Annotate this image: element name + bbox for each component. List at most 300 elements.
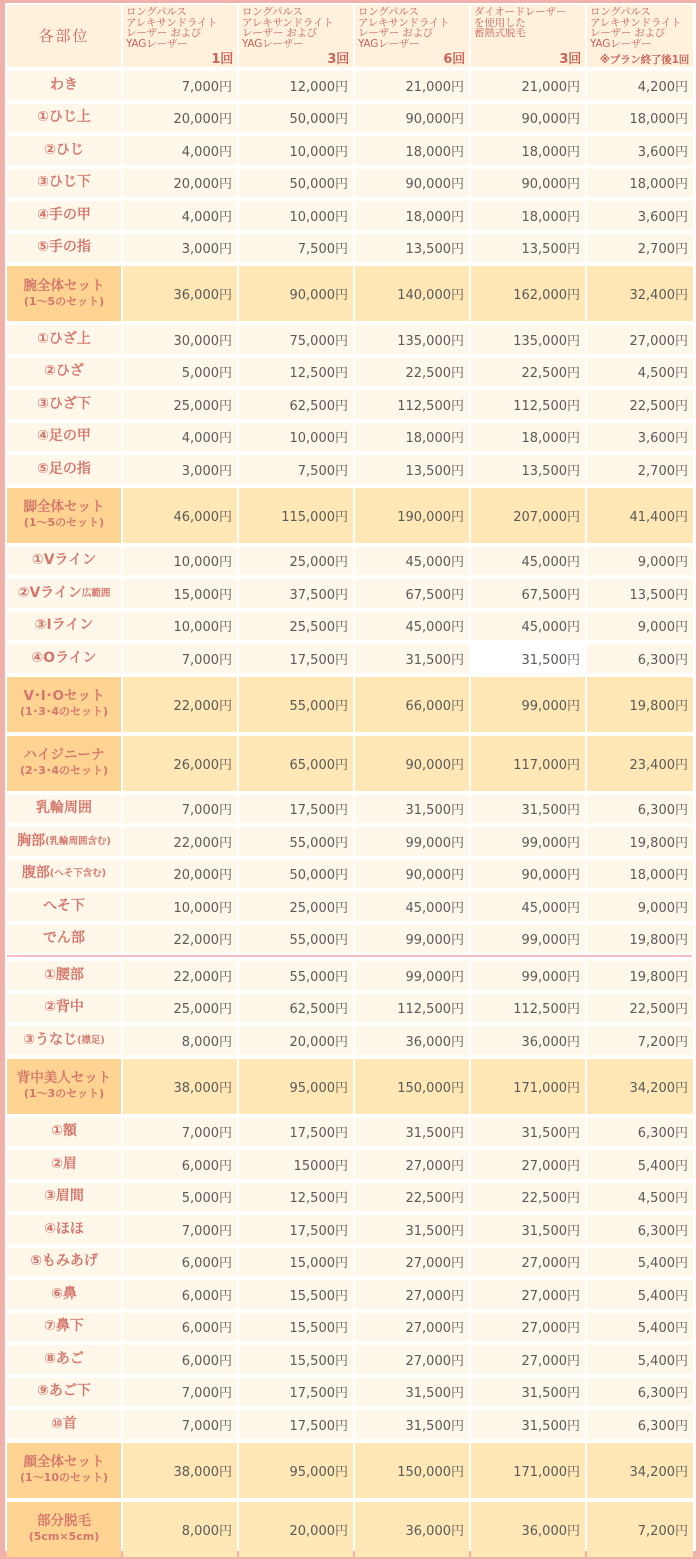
price-cell: 99,000円 <box>355 961 469 990</box>
price-cell: 112,500円 <box>355 390 469 419</box>
body-part-label: わき <box>50 76 78 93</box>
price-cell: 19,800円 <box>587 677 693 732</box>
price-cell: 45,000円 <box>471 892 585 921</box>
price-cell: 31,500円 <box>471 1118 585 1147</box>
price-cell: 5,400円 <box>587 1150 693 1179</box>
price-cell: 38,000円 <box>123 1443 237 1498</box>
price-cell: 6,300円 <box>587 1118 693 1147</box>
body-part-label: ⑤足の指 <box>37 460 91 477</box>
price-cell: 22,500円 <box>471 1183 585 1212</box>
price-cell: 22,500円 <box>587 390 693 419</box>
price-cell: 30,000円 <box>123 325 237 354</box>
price-cell: 62,500円 <box>239 390 353 419</box>
body-part-label: ⑨あご下 <box>37 1383 91 1400</box>
price-cell: 6,300円 <box>587 1378 693 1407</box>
body-part-label: ②眉 <box>51 1155 77 1172</box>
price-cell: 36,000円 <box>355 1026 469 1055</box>
price-cell: 27,000円 <box>355 1150 469 1179</box>
price-cell: 34,200円 <box>587 1443 693 1498</box>
price-cell: 22,000円 <box>123 827 237 856</box>
set-description: (1〜5のセット) <box>23 294 105 308</box>
body-part-note: (へそ下含む) <box>49 868 107 880</box>
price-cell: 17,500円 <box>239 1118 353 1147</box>
table-row <box>5 264 696 323</box>
row-body-part <box>7 795 121 824</box>
price-cell: 27,000円 <box>355 1313 469 1342</box>
price-cell: 17,500円 <box>239 644 353 673</box>
row-body-part <box>7 1215 121 1244</box>
price-cell: 66,000円 <box>355 677 469 732</box>
table-row <box>5 959 696 992</box>
price-cell: 36,000円 <box>355 1502 469 1557</box>
price-cell: 18,000円 <box>587 169 693 198</box>
row-body-part <box>7 925 121 954</box>
table-body <box>5 69 696 1559</box>
price-cell: 45,000円 <box>471 547 585 576</box>
price-cell: 90,000円 <box>471 860 585 889</box>
price-cell: 10,000円 <box>123 892 237 921</box>
price-cell: 140,000円 <box>355 266 469 321</box>
row-body-part <box>7 1502 121 1557</box>
table-row <box>5 1311 696 1344</box>
body-part-label: 部分脱毛 <box>37 1513 91 1529</box>
price-cell: 6,000円 <box>123 1313 237 1342</box>
row-body-part <box>7 488 121 543</box>
price-cell: 99,000円 <box>471 961 585 990</box>
price-cell: 112,500円 <box>355 994 469 1023</box>
header-line: YAGレーザー <box>126 38 188 49</box>
row-body-part <box>7 644 121 673</box>
price-cell: 45,000円 <box>471 612 585 641</box>
price-cell: 21,000円 <box>355 71 469 100</box>
header-line: レーザー および <box>590 28 666 39</box>
price-cell: 18,000円 <box>355 423 469 452</box>
header-line: アレキサンドライト <box>126 17 218 28</box>
price-cell: 27,000円 <box>471 1313 585 1342</box>
row-body-part <box>7 423 121 452</box>
body-part-label: ⑤もみあげ <box>30 1253 98 1270</box>
price-cell: 13,500円 <box>355 234 469 263</box>
price-cell: 31,500円 <box>355 1118 469 1147</box>
header-line: ロングパルス <box>126 7 187 18</box>
row-body-part <box>7 827 121 856</box>
price-cell: 55,000円 <box>239 925 353 954</box>
table-row <box>5 1148 696 1181</box>
table-row <box>5 923 696 956</box>
price-cell: 7,200円 <box>587 1502 693 1557</box>
header-line: アレキサンドライト <box>590 17 682 28</box>
price-cell: 25,000円 <box>123 390 237 419</box>
table-row <box>5 793 696 826</box>
table-row <box>5 1213 696 1246</box>
price-cell: 75,000円 <box>239 325 353 354</box>
price-cell: 3,600円 <box>587 136 693 165</box>
price-cell: 20,000円 <box>123 860 237 889</box>
header-line: アレキサンドライト <box>358 17 450 28</box>
body-part-label: 腕全体セット <box>23 277 105 294</box>
body-part-label: ①ひざ上 <box>37 330 91 347</box>
price-cell: 90,000円 <box>355 860 469 889</box>
row-body-part <box>7 547 121 576</box>
price-cell: 45,000円 <box>355 892 469 921</box>
body-part-label: ①腰部 <box>44 966 84 983</box>
price-cell: 7,200円 <box>587 1026 693 1055</box>
price-cell: 7,000円 <box>123 1410 237 1439</box>
table-row <box>5 642 696 675</box>
price-cell: 6,300円 <box>587 1215 693 1244</box>
price-cell: 18,000円 <box>471 201 585 230</box>
header-plan-6 <box>355 5 469 67</box>
price-cell: 50,000円 <box>239 169 353 198</box>
price-cell: 4,000円 <box>123 136 237 165</box>
price-cell: 8,000円 <box>123 1502 237 1557</box>
price-cell: 18,000円 <box>355 201 469 230</box>
row-body-part <box>7 201 121 230</box>
price-cell: 10,000円 <box>123 612 237 641</box>
price-cell: 27,000円 <box>471 1280 585 1309</box>
price-cell: 26,000円 <box>123 736 237 791</box>
set-description: (1〜3のセット) <box>23 1087 105 1100</box>
price-cell: 8,000円 <box>123 1026 237 1055</box>
price-cell: 18,000円 <box>587 104 693 133</box>
price-cell: 2,700円 <box>587 234 693 263</box>
price-cell: 112,500円 <box>471 994 585 1023</box>
table-row <box>5 1246 696 1279</box>
price-cell: 27,000円 <box>355 1280 469 1309</box>
price-cell: 25,000円 <box>239 892 353 921</box>
row-body-part <box>7 390 121 419</box>
body-part-label: ハイジニーナ <box>23 747 105 763</box>
body-part-label: ⑩首 <box>51 1415 77 1432</box>
price-cell: 7,000円 <box>123 644 237 673</box>
body-part-label: ④ほほ <box>44 1220 84 1237</box>
row-body-part <box>7 1443 121 1498</box>
body-part-label: ③眉間 <box>44 1188 84 1205</box>
price-cell: 50,000円 <box>239 104 353 133</box>
price-cell: 34,200円 <box>587 1059 693 1114</box>
row-body-part <box>7 612 121 641</box>
table-row <box>5 610 696 643</box>
price-cell: 117,000円 <box>471 736 585 791</box>
price-cell: 27,000円 <box>355 1248 469 1277</box>
row-body-part <box>7 325 121 354</box>
body-part-label: ③うなじ <box>23 1031 78 1048</box>
price-cell: 99,000円 <box>355 925 469 954</box>
table-row <box>5 577 696 610</box>
price-cell: 36,000円 <box>471 1026 585 1055</box>
price-cell: 7,000円 <box>123 1378 237 1407</box>
body-part-label: V･I･Oセット <box>23 688 105 704</box>
header-line: レーザー および <box>242 28 318 39</box>
body-part-label: 乳輪周囲 <box>36 800 92 817</box>
body-part-label: 背中美人セット <box>16 1070 112 1086</box>
price-cell: 50,000円 <box>239 860 353 889</box>
price-cell: 6,300円 <box>587 1410 693 1439</box>
row-body-part <box>7 104 121 133</box>
price-cell: 19,800円 <box>587 961 693 990</box>
row-body-part <box>7 169 121 198</box>
row-body-part <box>7 994 121 1023</box>
body-part-note: 広範囲 <box>81 587 111 599</box>
price-cell: 18,000円 <box>471 423 585 452</box>
price-cell: 22,500円 <box>471 358 585 387</box>
row-body-part <box>7 677 121 732</box>
price-cell: 5,400円 <box>587 1280 693 1309</box>
row-body-part <box>7 1059 121 1114</box>
row-body-part <box>7 579 121 608</box>
price-cell: 10,000円 <box>239 136 353 165</box>
header-count: 6回 <box>443 51 465 67</box>
price-cell: 6,000円 <box>123 1248 237 1277</box>
header-body-part: 各部位 <box>7 5 121 67</box>
price-cell: 135,000円 <box>355 325 469 354</box>
body-part-label: ①額 <box>51 1123 77 1140</box>
price-cell: 99,000円 <box>471 827 585 856</box>
price-cell: 31,500円 <box>471 1378 585 1407</box>
row-body-part <box>7 1313 121 1342</box>
price-cell: 13,500円 <box>471 234 585 263</box>
price-cell: 25,000円 <box>239 547 353 576</box>
body-part-label: ⑤手の指 <box>37 239 91 256</box>
price-cell: 22,000円 <box>123 925 237 954</box>
set-description: (2･3･4のセット) <box>19 764 109 777</box>
set-description: (1〜5のセット) <box>23 516 105 529</box>
body-part-label: ②Vライン <box>17 584 82 601</box>
header-diode-3 <box>471 5 585 67</box>
price-cell: 31,500円 <box>471 644 585 673</box>
row-body-part <box>7 1183 121 1212</box>
price-cell: 55,000円 <box>239 961 353 990</box>
price-cell: 22,500円 <box>587 994 693 1023</box>
table-row <box>5 1024 696 1057</box>
price-cell: 150,000円 <box>355 1059 469 1114</box>
body-part-label: 胸部 <box>17 832 46 849</box>
header-line: アレキサンドライト <box>242 17 334 28</box>
table-row <box>5 1500 696 1559</box>
price-cell: 7,000円 <box>123 1215 237 1244</box>
price-cell: 55,000円 <box>239 827 353 856</box>
price-cell: 27,000円 <box>471 1248 585 1277</box>
price-cell: 18,000円 <box>587 860 693 889</box>
price-cell: 21,000円 <box>471 71 585 100</box>
body-part-label: でん部 <box>43 930 85 947</box>
price-cell: 67,500円 <box>471 579 585 608</box>
header-line: 蓄熱式脱毛 <box>474 28 526 39</box>
price-cell: 23,400円 <box>587 736 693 791</box>
price-cell: 46,000円 <box>123 488 237 543</box>
body-part-label: ①Vライン <box>31 552 97 569</box>
table-row <box>5 199 696 232</box>
price-cell: 90,000円 <box>471 104 585 133</box>
table-row <box>5 1116 696 1149</box>
price-cell: 5,000円 <box>123 1183 237 1212</box>
table-row <box>5 1408 696 1441</box>
price-cell: 207,000円 <box>471 488 585 543</box>
price-cell: 65,000円 <box>239 736 353 791</box>
table-row <box>5 734 696 793</box>
price-cell: 171,000円 <box>471 1059 585 1114</box>
row-body-part <box>7 1345 121 1374</box>
price-cell: 3,000円 <box>123 234 237 263</box>
price-cell: 17,500円 <box>239 795 353 824</box>
table-row <box>5 675 696 734</box>
price-cell: 5,400円 <box>587 1345 693 1374</box>
price-cell: 3,000円 <box>123 455 237 484</box>
table-row <box>5 167 696 200</box>
row-body-part <box>7 1410 121 1439</box>
table-row <box>5 421 696 454</box>
price-cell: 22,000円 <box>123 961 237 990</box>
price-cell: 4,200円 <box>587 71 693 100</box>
price-cell: 12,500円 <box>239 1183 353 1212</box>
body-part-label: へそ下 <box>43 897 85 914</box>
table-row <box>5 1343 696 1376</box>
price-cell: 18,000円 <box>471 136 585 165</box>
header-line: ダイオードレーザー <box>474 7 567 18</box>
price-cell: 41,400円 <box>587 488 693 543</box>
table-row <box>5 825 696 858</box>
price-cell: 18,000円 <box>355 136 469 165</box>
row-body-part <box>7 1280 121 1309</box>
row-body-part <box>7 1378 121 1407</box>
price-cell: 31,500円 <box>471 1215 585 1244</box>
price-cell: 12,500円 <box>239 358 353 387</box>
price-cell: 15000円 <box>239 1150 353 1179</box>
price-cell: 13,500円 <box>471 455 585 484</box>
price-cell: 90,000円 <box>355 736 469 791</box>
row-body-part <box>7 1248 121 1277</box>
price-cell: 13,500円 <box>355 455 469 484</box>
price-cell: 32,400円 <box>587 266 693 321</box>
price-cell: 115,000円 <box>239 488 353 543</box>
header-line: を使用した <box>474 17 526 28</box>
price-cell: 9,000円 <box>587 612 693 641</box>
price-cell: 190,000円 <box>355 488 469 543</box>
body-part-label: ④手の甲 <box>37 206 91 223</box>
row-body-part <box>7 736 121 791</box>
table-row <box>5 486 696 545</box>
price-cell: 31,500円 <box>471 1410 585 1439</box>
price-cell: 19,800円 <box>587 827 693 856</box>
price-cell: 12,000円 <box>239 71 353 100</box>
price-cell: 10,000円 <box>123 547 237 576</box>
price-cell: 5,000円 <box>123 358 237 387</box>
set-description: (5cm×5cm) <box>28 1530 100 1543</box>
price-cell: 17,500円 <box>239 1215 353 1244</box>
body-part-label: ③ひじ下 <box>37 174 91 191</box>
price-cell: 5,400円 <box>587 1248 693 1277</box>
price-cell: 7,000円 <box>123 71 237 100</box>
price-cell: 13,500円 <box>587 579 693 608</box>
price-cell: 90,000円 <box>471 169 585 198</box>
price-cell: 99,000円 <box>355 827 469 856</box>
row-body-part <box>7 860 121 889</box>
price-cell: 95,000円 <box>239 1443 353 1498</box>
body-part-label: ⑧あご <box>44 1350 84 1367</box>
price-cell: 20,000円 <box>123 104 237 133</box>
price-cell: 2,700円 <box>587 455 693 484</box>
price-cell: 4,500円 <box>587 1183 693 1212</box>
price-cell: 10,000円 <box>239 201 353 230</box>
body-part-label: 腹部 <box>21 865 50 882</box>
header-line: YAGレーザー <box>590 38 652 49</box>
header-line: レーザー および <box>358 28 434 39</box>
price-cell: 45,000円 <box>355 547 469 576</box>
header-after-plan <box>587 5 693 67</box>
price-cell: 7,500円 <box>239 234 353 263</box>
price-cell: 171,000円 <box>471 1443 585 1498</box>
price-cell: 15,500円 <box>239 1313 353 1342</box>
price-cell: 62,500円 <box>239 994 353 1023</box>
table-row <box>5 134 696 167</box>
price-cell: 3,600円 <box>587 423 693 452</box>
price-cell: 99,000円 <box>471 677 585 732</box>
header-line: ロングパルス <box>358 7 419 18</box>
table-header <box>5 3 696 69</box>
price-cell: 20,000円 <box>123 169 237 198</box>
price-cell: 31,500円 <box>355 1215 469 1244</box>
header-count: ※プラン終了後1回 <box>599 53 689 66</box>
header-plan-3 <box>239 5 353 67</box>
table-row <box>5 69 696 102</box>
header-count: 1回 <box>211 51 233 67</box>
row-body-part <box>7 455 121 484</box>
price-cell: 27,000円 <box>587 325 693 354</box>
price-cell: 90,000円 <box>239 266 353 321</box>
body-part-note: (襟足) <box>77 1034 105 1046</box>
price-cell: 19,800円 <box>587 925 693 954</box>
price-cell: 22,500円 <box>355 1183 469 1212</box>
set-description: (1〜10のセット) <box>19 1471 109 1484</box>
price-cell: 27,000円 <box>471 1345 585 1374</box>
price-cell: 15,500円 <box>239 1280 353 1309</box>
price-cell: 7,500円 <box>239 455 353 484</box>
price-cell: 135,000円 <box>471 325 585 354</box>
table-row <box>5 102 696 135</box>
price-cell: 38,000円 <box>123 1059 237 1114</box>
body-part-label: ③ひざ下 <box>37 395 91 412</box>
price-cell: 7,000円 <box>123 795 237 824</box>
price-cell: 36,000円 <box>123 266 237 321</box>
price-cell: 25,500円 <box>239 612 353 641</box>
price-cell: 22,000円 <box>123 677 237 732</box>
row-body-part <box>7 266 121 321</box>
row-body-part <box>7 136 121 165</box>
header-line: ロングパルス <box>242 7 303 18</box>
row-body-part <box>7 1118 121 1147</box>
table-row <box>5 1278 696 1311</box>
price-cell: 17,500円 <box>239 1410 353 1439</box>
body-part-label: ③Iライン <box>34 617 94 634</box>
price-cell: 25,000円 <box>123 994 237 1023</box>
table-row <box>5 992 696 1025</box>
body-part-label: 脚全体セット <box>23 499 105 515</box>
price-cell: 90,000円 <box>355 104 469 133</box>
price-cell: 20,000円 <box>239 1502 353 1557</box>
table-row <box>5 858 696 891</box>
body-part-label: ④足の甲 <box>37 428 91 445</box>
body-part-label: ①ひじ上 <box>37 109 91 126</box>
price-cell: 95,000円 <box>239 1059 353 1114</box>
price-cell: 6,000円 <box>123 1345 237 1374</box>
price-cell: 20,000円 <box>239 1026 353 1055</box>
price-cell: 5,400円 <box>587 1313 693 1342</box>
row-body-part <box>7 71 121 100</box>
header-line: YAGレーザー <box>242 38 304 49</box>
header-plan-1 <box>123 5 237 67</box>
table-row <box>5 1376 696 1409</box>
price-cell: 67,500円 <box>355 579 469 608</box>
